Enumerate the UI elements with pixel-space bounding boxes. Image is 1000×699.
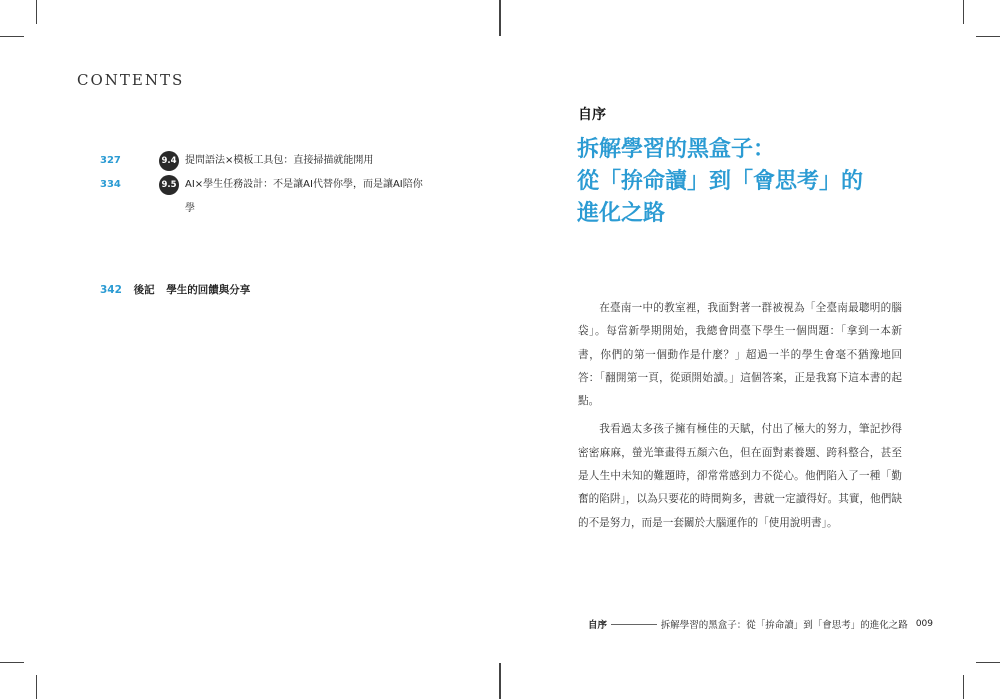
crop-mark xyxy=(976,36,1000,37)
chapter-title-line: 進化之路 xyxy=(577,200,666,226)
chapter-title-line: 從「拚命讀」到「會思考」的 xyxy=(577,168,864,194)
footer-section: 自序 xyxy=(588,620,608,631)
toc-page-number: 334 xyxy=(100,179,121,190)
afterword-title: 學生的回饋與分享 xyxy=(166,284,251,296)
afterword-label: 後記 xyxy=(133,284,155,296)
crop-mark xyxy=(976,662,1000,663)
toc-page-number: 327 xyxy=(100,155,121,166)
crop-mark xyxy=(36,675,37,699)
toc-chapter-badge: 9.5 xyxy=(159,175,179,195)
chapter-title-line: 拆解學習的黑盒子： xyxy=(577,136,776,162)
paragraph: 我看過太多孩子擁有極佳的天賦，付出了極大的努力，筆記抄得密密麻麻，螢光筆畫得五顏六色，但在面對素養題、跨科整合，甚至是人生中未知的難題時，卻常常感到力不從心。他們陷入了一種「勤奮的陷阱」，以為只要花的時間夠多，書就一定讀得好。其實，他們缺的不是努力，而是一套關於大腦運作的「使用說明書」。 xyxy=(578,423,902,529)
running-footer xyxy=(588,617,933,631)
body-text xyxy=(578,297,902,540)
crop-mark xyxy=(963,675,964,699)
right-page xyxy=(500,0,1000,699)
contents-heading: CONTENTS xyxy=(77,71,185,89)
crop-mark xyxy=(0,662,24,663)
page-number: 009 xyxy=(915,619,933,629)
crop-mark xyxy=(36,0,37,24)
afterword-entry xyxy=(100,282,250,297)
crop-mark xyxy=(0,36,24,37)
crop-mark xyxy=(500,0,501,36)
crop-mark xyxy=(500,663,501,699)
toc-entry-title: 提問語法×模板工具包：直接掃描就能開用 xyxy=(185,155,374,166)
chapter-title xyxy=(577,133,907,229)
section-label: 自序 xyxy=(578,107,606,123)
toc-entry-title: AI×學生任務設計：不是讓AI代替你學，而是讓AI陪你學 xyxy=(185,179,423,214)
toc-chapter-badge: 9.4 xyxy=(159,151,179,171)
paragraph: 在臺南一中的教室裡，我面對著一群被視為「全臺南最聰明的腦袋」。每當新學期開始，我總會問臺下學生一個問題：「拿到一本新書，你們的第一個動作是什麼？」超過一半的學生會毫不猶豫地回答：「翻開第一頁，從頭開始讀。」這個答案，正是我寫下這本書的起點。 xyxy=(578,302,902,408)
crop-mark xyxy=(963,0,964,24)
afterword-page-number: 342 xyxy=(100,284,122,296)
footer-rule xyxy=(611,624,657,625)
footer-title: 拆解學習的黑盒子：從「拚命讀」到「會思考」的進化之路 xyxy=(660,620,908,631)
